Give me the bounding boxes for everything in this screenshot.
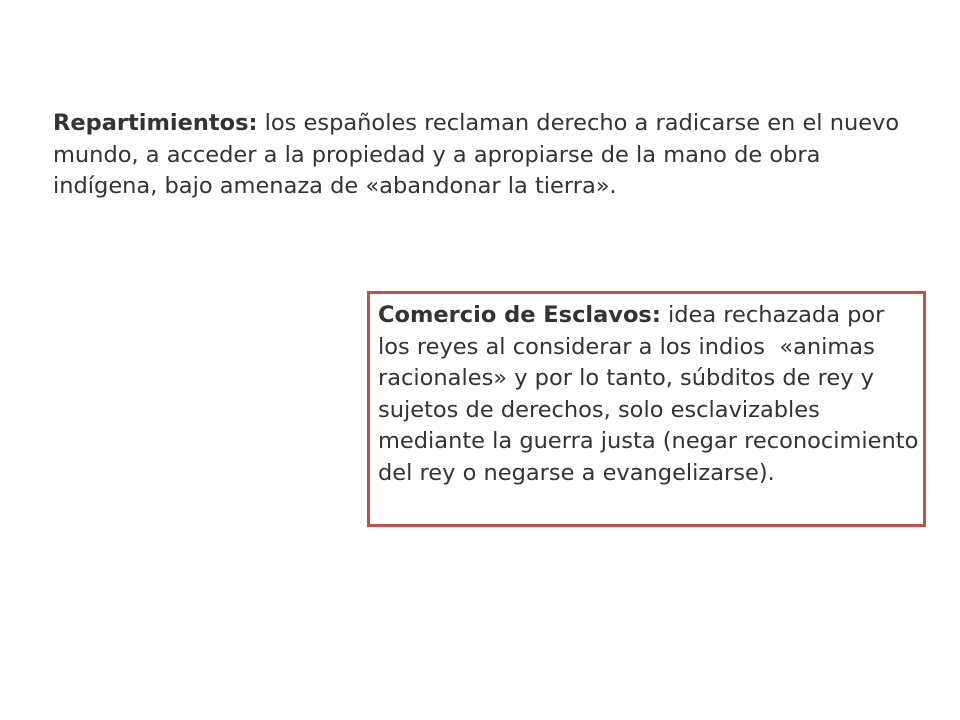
comercio-esclavos-term: Comercio de Esclavos: [378, 302, 661, 328]
repartimientos-paragraph [53, 108, 913, 203]
repartimientos-text: los españoles reclaman derecho a radicarse en el nuevo mundo, a acceder a la propiedad y a apropiarse de la mano de obra indígena, bajo amenaza de «abandonar la tierra». [53, 110, 907, 199]
repartimientos-term: Repartimientos: [53, 110, 258, 136]
comercio-esclavos-text: idea rechazada por los reyes al considerar a los indios «animas racionales» y por lo tanto, súbditos de rey y sujetos de derechos, solo esclavizables mediante la guerra justa (negar reconocimiento del rey o negarse a evangelizarse). [378, 302, 926, 486]
comercio-esclavos-box [367, 291, 926, 527]
